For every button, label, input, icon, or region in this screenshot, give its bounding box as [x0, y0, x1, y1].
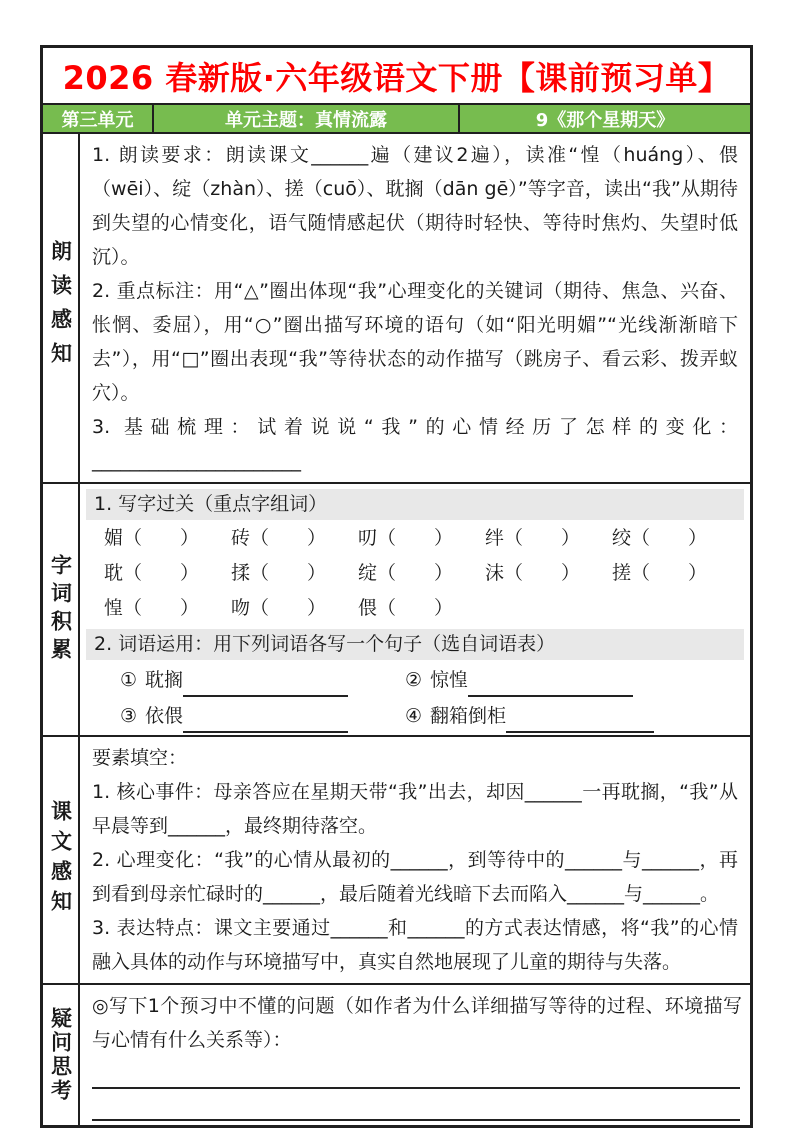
- char-row-2: [84, 556, 746, 591]
- section-label-reading: 朗读感知: [43, 134, 80, 482]
- section-label-comprehension: 课文感知: [43, 737, 80, 983]
- char-cell: 揉（ ）: [231, 562, 327, 584]
- questions-content: [80, 985, 750, 1125]
- answer-line-1: [92, 1057, 740, 1089]
- section-label-words: 字词积累: [43, 484, 80, 735]
- char-cell: 绊（ ）: [485, 527, 581, 549]
- words-content: [80, 484, 750, 735]
- char-cell: 叨（ ）: [358, 527, 454, 549]
- comprehension-paragraph-2: 2. 心理变化：“我”的心情从最初的______，到等待中的______与______，再到看到母亲忙碌时的______，最后随着光线暗下去而陷入______与______。: [92, 849, 738, 905]
- usage-word-1: 耽搁: [145, 669, 184, 691]
- usage-item-1: [120, 663, 405, 697]
- usage-row-2: [84, 697, 746, 733]
- usage-num-2: ②: [405, 669, 423, 691]
- reading-content: [80, 134, 750, 482]
- char-cell: 绞（ ）: [612, 527, 708, 549]
- char-cell: 吻（ ）: [231, 597, 327, 619]
- comprehension-intro: 要素填空：: [92, 747, 188, 769]
- char-cell: 媚（ ）: [104, 527, 200, 549]
- char-cell: 搓（ ）: [612, 562, 708, 584]
- unit-number: 第三单元: [43, 105, 154, 132]
- reading-paragraph-3: 3. 基础梳理：试着说说“我”的心情经历了怎样的变化：______________________: [92, 416, 738, 472]
- usage-blank-2: [468, 669, 633, 697]
- section-reading: [43, 134, 750, 484]
- question-prompt: ◎写下1个预习中不懂的问题（如作者为什么详细描写等待的过程、环境描写与心情有什么关系等）：: [92, 995, 742, 1051]
- usage-row-1: [84, 661, 746, 697]
- section-label-questions: 疑问思考: [43, 985, 80, 1125]
- answer-line-2: [92, 1089, 740, 1121]
- usage-num-1: ①: [120, 669, 138, 691]
- usage-word-4: 翻箱倒柜: [430, 705, 507, 727]
- char-row-1: [84, 521, 746, 556]
- usage-word-2: 惊惶: [430, 669, 469, 691]
- usage-blank-3: [183, 705, 348, 733]
- section-words: [43, 484, 750, 737]
- char-cell: 绽（ ）: [358, 562, 454, 584]
- usage-num-3: ③: [120, 705, 138, 727]
- words-heading-1: 1. 写字过关（重点字组词）: [86, 489, 744, 520]
- char-cell: 砖（ ）: [231, 527, 327, 549]
- worksheet: [40, 45, 753, 1128]
- reading-paragraph-1: 1. 朗读要求：朗读课文______遍（建议2遍），读准“惶（huáng）、偎（wēi）、绽（zhàn）、搓（cuō）、耽搁（dān gē）”等字音，读出“我”从期待到失望的心情变化，语气随情感起伏（期待时轻快、等待时焦灼、失望时低沉）。: [92, 144, 738, 268]
- lesson-title: 9《那个星期天》: [535, 109, 675, 131]
- usage-item-2: [405, 663, 690, 697]
- words-heading-2: 2. 词语运用：用下列词语各写一个句子（选自词语表）: [86, 629, 744, 660]
- char-cell: 耽（ ）: [104, 562, 200, 584]
- reading-paragraph-2: 2. 重点标注：用“△”圈出体现“我”心理变化的关键词（期待、焦急、兴奋、怅惘、委屈），用“○”圈出描写环境的语句（如“阳光明媚”“光线渐渐暗下去”），用“□”圈出表现“我”等待状态的动作描写（跳房子、看云彩、拨弄蚁穴）。: [92, 280, 738, 404]
- usage-num-4: ④: [405, 705, 423, 727]
- usage-blank-1: [183, 669, 348, 697]
- char-cell: 沫（ ）: [485, 562, 581, 584]
- section-questions: [43, 985, 750, 1125]
- char-cell: 惶（ ）: [104, 597, 200, 619]
- comprehension-paragraph-3: 3. 表达特点：课文主要通过______和______的方式表达情感，将“我”的心情融入具体的动作与环境描写中，真实自然地展现了儿童的期待与失落。: [92, 917, 738, 973]
- usage-item-3: [120, 699, 405, 733]
- page-title: 2026 春新版·六年级语文下册【课前预习单】: [62, 58, 731, 97]
- comprehension-content: [80, 737, 750, 983]
- usage-item-4: [405, 699, 690, 733]
- unit-theme: 单元主题：真情流露: [154, 105, 460, 132]
- char-cell: 偎（ ）: [358, 597, 454, 619]
- title-row: [43, 48, 750, 103]
- section-comprehension: [43, 737, 750, 985]
- usage-word-3: 依偎: [145, 705, 184, 727]
- unit-bar: [43, 103, 750, 134]
- usage-blank-4: [506, 705, 654, 733]
- comprehension-paragraph-1: 1. 核心事件：母亲答应在星期天带“我”出去，却因______一再耽搁，“我”从早晨等到______，最终期待落空。: [92, 781, 738, 837]
- char-row-3: [84, 591, 746, 626]
